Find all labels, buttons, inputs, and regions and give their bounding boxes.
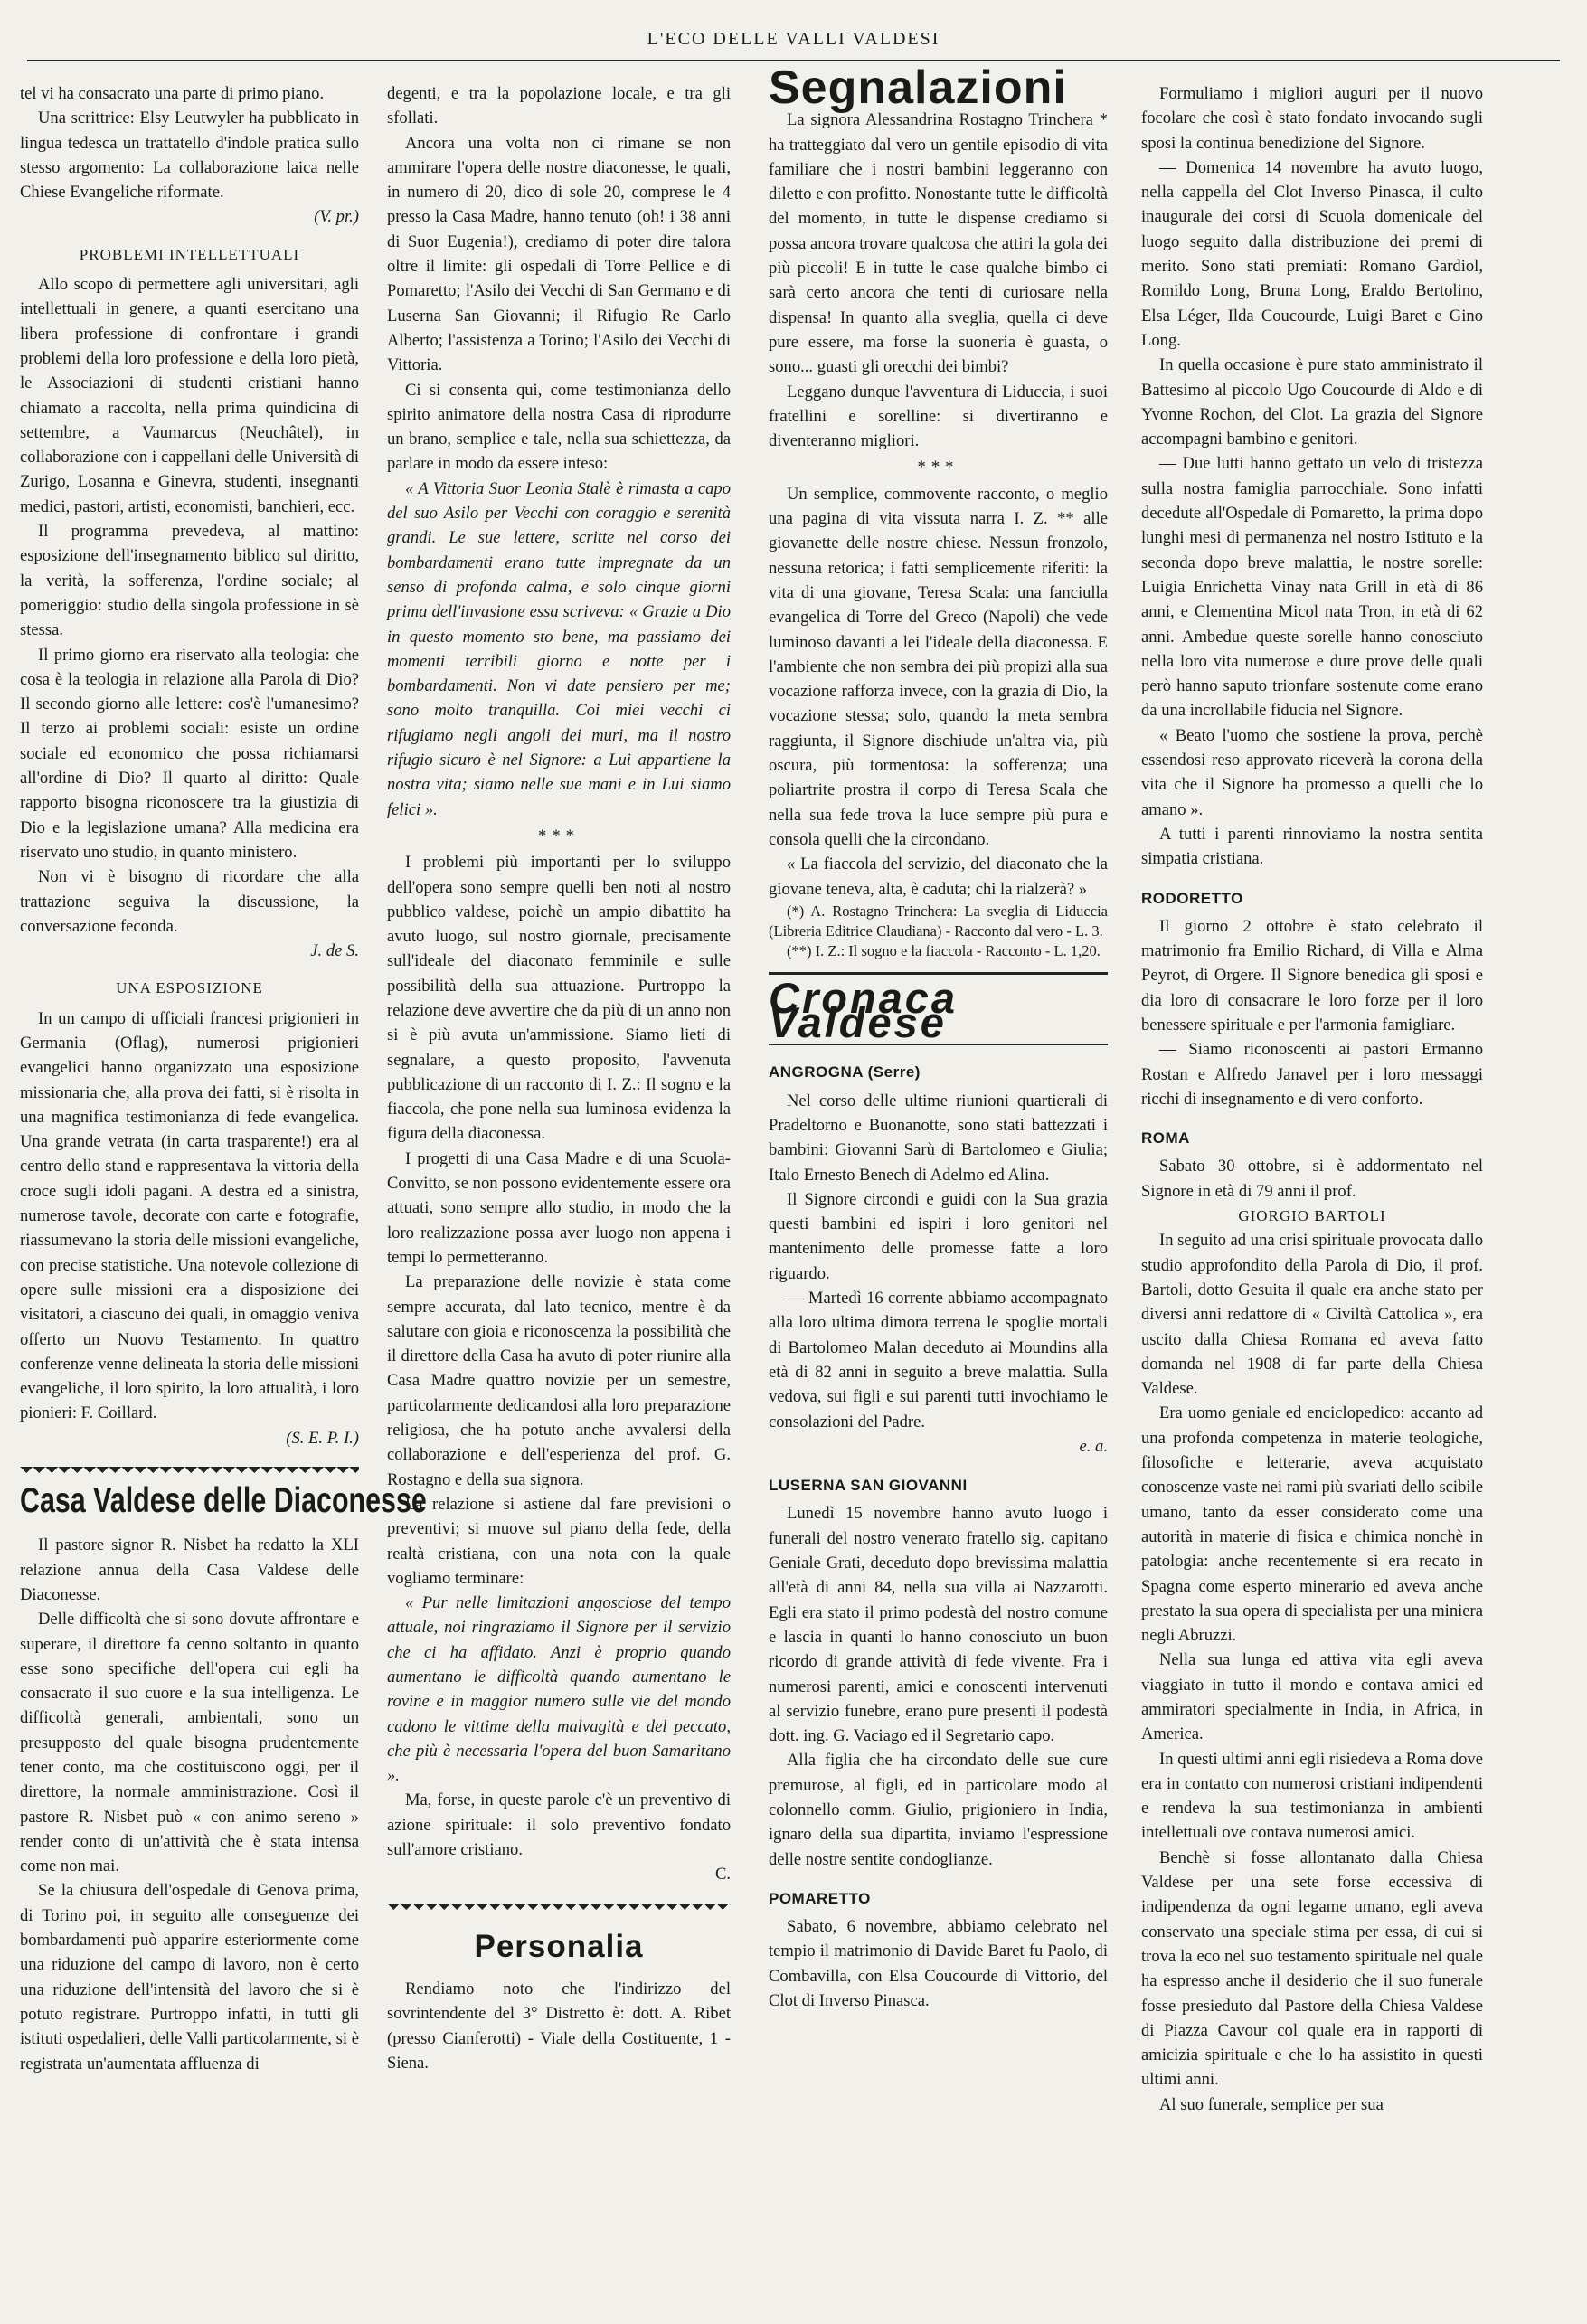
paragraph: degenti, e tra la popolazione locale, e tra gli sfollati. [387,84,731,128]
signature: (S. E. P. I.) [286,1428,359,1448]
paragraph: Nella sua lunga ed attiva vita egli aveva viaggiato in tutto il mondo e contava amici ed ammiratori specialmente in India, in Africa, in America. [1141,1650,1483,1744]
paragraph: Ci si consenta qui, come testimonianza dello spirito animatore della nostra Casa di riprodurre un brano, semplice e tale, nella sua schiettezza, da parlare in modo da essere inteso: [387,380,731,474]
paragraph: Un semplice, commovente racconto, o meglio una pagina di vita vissuta narra I. Z. ** alle giovanette delle nostre chiese. Nessun fronzolo, nessuna retorica; i fatti semplicemente riferiti: la vita di una giovane, Teresa Scala: una fanciulla evangelica di Torre del Greco (Napoli) che vede luminoso davanti a lei l'ideale della diaconessa. E l'ambiente che non sembra dei più propizi alla sua vocazione rafforza invece, con la grazia di Dio, la vocazione stessa; solo, quando la meta sembra raggiunta, il Signore dischiude un'altra via, più oscura, più tormentosa: la sofferenza; una poliartrite prostra il corpo di Teresa Scala che nella sua fede trova la luce sempre più pura e consola quelli che la circondano. [769,484,1108,849]
paragraph: Il primo giorno era riservato alla teologia: che cosa è la teologia in relazione alla Parola di Dio? Il secondo giorno alle lettere: cos'è l'umanesimo? Il terzo ai problemi sociali: esiste un ordine sociale ed economico che possa richiamarsi all'ordine di Dio? Il quarto al diritto: Quale rapporto bisogna riconoscere tra la giustizia di Dio e la legislazione umana? Alla medicina era riservato uno studio, in quanto ministero. [20,645,359,862]
section-heading: PROBLEMI INTELLETTUALI [79,245,300,263]
paragraph: La relazione si astiene dal fare previsioni o preventivi; si muove sul piano della fede, della realtà cristiana, con una nota con la quale vogliamo terminare: [387,1494,731,1588]
paragraph: Non vi è bisogno di ricordare che alla trattazione seguiva la discussione, la conversazione feconda. [20,867,359,936]
column-1 [20,81,427,2076]
article-title: Casa Valdese delle Diaconesse [20,1481,427,1521]
column-4 [1141,81,1483,2117]
signature: e. a. [1079,1436,1108,1456]
place-heading: ANGROGNA (Serre) [769,1063,921,1082]
paragraph: La preparazione delle novizie è stata come sempre accurata, dal lato tecnico, mentre è da salutare con gioia e riconoscenza la possibilità che il direttore della Casa ha avuto di poter riunire alla Casa Madre quattro novizie per un semestre, particolarmente dedicandosi alla loro preparazione religiosa, che ha potuto anche avvalersi della collaborazione e dell'esperienza del prof. G. Rostagno e della sua signora. [387,1272,731,1489]
paragraph: tel vi ha consacrato una parte di primo piano. [20,84,325,103]
footnote: (**) I. Z.: Il sogno e la fiaccola - Racconto - L. 1,20. [787,941,1101,959]
column-2 [387,81,731,2075]
paragraph: « La fiaccola del servizio, del diaconato che la giovane teneva, alta, è caduta; chi la rialzerà? » [769,855,1108,899]
person-name: GIORGIO BARTOLI [1238,1207,1386,1225]
paragraph: Formuliamo i migliori auguri per il nuovo focolare che così è stato fondato invocando sugli sposi la continua benedizione del Signore. [1141,84,1483,153]
paragraph: In seguito ad una crisi spirituale provocata dallo studio approfondito della Parola di Dio, il prof. Bartoli, dotto Gesuita il quale era anche stato per diversi anni redattore di « Civiltà Cattolica », era uscito dalla Chiesa Romana ed aveva fatto domanda nel 1908 di far parte della Chiesa Valdese. [1141,1231,1483,1399]
paragraph: Una scrittrice: Elsy Leutwyler ha pubblicato in lingua tedesca un trattatello d'indole pratica sullo stesso argomento: La collaborazione laica nelle Chiese Evangeliche riformate. [20,109,359,203]
paragraph: Il programma prevedeva, al mattino: esposizione dell'insegnamento biblico sul diritto, la verità, la sofferenza, l'ordine sociale; al pomeriggio: studio della singola professione in sè stessa. [20,522,359,640]
paragraph: La signora Alessandrina Rostagno Trinchera * ha tratteggiato dal vero un gentile episodio di vita familiare che i nostri bambini leggeranno con diletto e con profitto. Nonostante tutte le difficoltà del momento, in tutte le dispense crediamo si possa ancora trovare qualcosa che attiri la gola dei più piccoli! E in tutte le case qualche bimbo ci sarà certo ancora che tenti di curiosare nella dispensa! In quanto alla sveglia, quella ci deve pure essere, ma forse la suoneria è guasta, o sono... guasti gli orecchi dei bimbi? [769,110,1108,377]
masthead: L'ECO DELLE VALLI VALDESI [647,29,940,49]
paragraph: Il Signore circondi e guidi con la Sua grazia questi bambini ed ispiri i loro genitori nel mantenimento delle promesse fatte a loro riguardo. [769,1189,1108,1283]
article-title: Personalia [474,1928,644,1964]
signature: (V. pr.) [314,207,359,227]
paragraph: Al suo funerale, semplice per sua [1159,2094,1384,2114]
separator-stars: *** [538,826,580,846]
paragraph: — Siamo riconoscenti ai pastori Ermanno Rostan e Alfredo Janavel per i loro messaggi ricchi di insegnamento e di vero conforto. [1141,1040,1483,1109]
separator-stars: *** [917,458,959,477]
paragraph: Ma, forse, in queste parole c'è un preventivo di azione spirituale: il solo preventivo fondato sull'amore cristiano. [387,1790,731,1860]
paragraph: Il giorno 2 ottobre è stato celebrato il matrimonio fra Emilio Richard, di Villa e Alma Peyrot, di Orgere. Il Signore benedica gli sposi e dia loro di consacrare le loro forze per il loro benessere spirituale e per l'armonia famigliare. [1141,916,1483,1034]
zigzag-divider [387,1904,731,1916]
place-heading: ROMA [1141,1129,1190,1148]
paragraph: Ancora una volta non ci rimane se non ammirare l'opera delle nostre diaconesse, le quali, in numero di 20, dico di sole 20, comprese le 4 presso la Casa Madre, hanno tenuto (oh! i 38 anni di Suor Eugenia!), crediamo di poter dire talora oltre il limite: gli ospedali di Torre Pellice e di Pomaretto; l'Asilo dei Vecchi di San Germano e di Luserna San Giovanni; il Rifugio Re Carlo Alberto; l'assistenza a Torino; l'Asilo dei Vecchi di Vittoria. [387,133,731,375]
paragraph: Alla figlia che ha circondato delle sue cure premurose, al figli, ed in particolare modo al colonnello comm. Giulio, prigioniero in India, ignaro della sua dipartita, inviamo l'espressione delle nostre sentite condoglianze. [769,1751,1108,1869]
place-heading: LUSERNA SAN GIOVANNI [769,1477,968,1495]
paragraph: Il pastore signor R. Nisbet ha redatto la XLI relazione annua della Casa Valdese delle Diaconesse. [20,1535,359,1604]
paragraph: Sabato, 6 novembre, abbiamo celebrato nel tempio il matrimonio di Davide Baret fu Paolo, di Combavilla, con Elsa Coucourde di Vittorio, del Clot di Inverso Pinasca. [769,1917,1108,2011]
paragraph: Allo scopo di permettere agli universitari, agli intellettuali in genere, a quanti esercitano una libera professione di confrontare i grandi problemi della loro professione e della loro pietà, le Associazioni di studenti cristiani hanno chiamato a raccolta, nella prima quindicina di settembre, a Vaumarcus (Neuchâtel), in collaborazione con i cappellani delle Università di Zurigo, Losanna e Ginevra, studenti, insegnanti medici, pastori, artisti, economisti, banchieri, ecc. [20,275,359,516]
paragraph: In questi ultimi anni egli risiedeva a Roma dove era in contatto con numerosi cristiani indipendenti e rendeva la sua testimonianza in ambienti intellettuali ove contava numerosi amici. [1141,1749,1483,1843]
zigzag-divider [20,1467,359,1479]
paragraph: Rendiamo noto che l'indirizzo del sovrintendente del 3° Distretto è: dott. A. Ribet (presso Cianferotti) - Viale della Costituente, 1 - Siena. [387,1979,731,2073]
paragraph: — Domenica 14 novembre ha avuto luogo, nella cappella del Clot Inverso Pinasca, il culto inaugurale dei corsi di Scuola domenicale del luogo seguito dalla distribuzione dei premi di merito. Sono stati premiati: Romano Gardiol, Romildo Long, Bruna Long, Eraldo Bertolino, Elsa Léger, Ilda Coucourde, Luigi Baret e Gino Long. [1141,157,1483,350]
paragraph: Lunedì 15 novembre hanno avuto luogo i funerali del nostro venerato fratello sig. capitano Geniale Grati, deceduto dopo brevissima malattia all'età di anni 84, nella sua villa ai Nazzarotti. Egli era stato il primo podestà del nostro comune e lascia in quanti lo hanno conosciuto un buon ricordo di grande attività di fede vivente. Fra i numerosi parenti, amici e conoscenti intervenuti al servizio funebre, erano pure presenti il podestà dott. ing. G. Vaciago ed il Segretario capo. [769,1504,1108,1746]
place-heading: RODORETTO [1141,889,1243,907]
paragraph: — Martedì 16 corrente abbiamo accompagnato alla loro ultima dimora terrena le spoglie mortali di Bartolomeo Malan deceduto ai Moundins alla età di 82 anni in seguito a breve malattia. Sulla vedova, sui figli e sui parenti tutti invochiamo le consolazioni del Padre. [769,1289,1108,1431]
paragraph: Benchè si fosse allontanato dalla Chiesa Valdese per una sete forse eccessiva di indipendenza da ogni legame umano, egli aveva conservato una speciale stima per essa, di cui si trova la eco nel suo testamento spirituale nel quale ha espresso anche il desiderio che il suo funerale fosse presieduto dal Pastore della Chiesa Valdese di Piazza Cavour col quale era in rapporti di amicizia spirituale e che lo ha assistito in questi ultimi anni. [1141,1847,1483,2090]
paragraph: I progetti di una Casa Madre e di una Scuola-Convitto, se non possono evidentemente essere ora attuati, sono sempre allo studio, in modo che la loro realizzazione possa aver luogo non appena i tempi lo permetteranno. [387,1148,731,1267]
paragraph: In quella occasione è pure stato amministrato il Battesimo al piccolo Ugo Coucourde di Aldo e di Yvonne Rochon, del Clot. La grazia del Signore accompagni bambino e genitori. [1141,355,1483,449]
column-3 [769,61,1108,2013]
paragraph: Nel corso delle ultime riunioni quartierali di Pradeltorno e Buonanotte, sono stati battezzati i bambini: Giovanni Sarù di Bartolomeo e Giulia; Italo Ernesto Benech di Adelmo ed Alina. [769,1091,1108,1185]
paragraph: Delle difficoltà che si sono dovute affrontare e superare, il direttore fa cenno soltanto in quanto esse sono specifiche dell'opera cui egli ha consacrato il suo cuore e la sua intelligenza. Le difficoltà generali, ambientali, sono un presupposto del quale bisogna prudentemente tener conto, ma che costituiscono oggi, per il direttore, la normale amministrazione. Così il pastore R. Nisbet può « con animo sereno » render conto di un'attività che è stata intensa come non mai. [20,1610,359,1876]
quote: « Beato l'uomo che sostiene la prova, perchè essendosi reso approvato riceverà la corona della vita che il Signore ha promesso a quelli che lo amano ». [1141,725,1483,819]
paragraph: A tutti i parenti rinnoviamo la nostra sentita simpatia cristiana. [1141,824,1483,869]
footnote: (*) A. Rostagno Trinchera: La sveglia di Liduccia (Libreria Editrice Claudiana) - Racconto dal vero - L. 3. [769,902,1108,940]
paragraph: Sabato 30 ottobre, si è addormentato nel Signore in età di 79 anni il prof. [1141,1157,1483,1201]
quote: « A Vittoria Suor Leonia Stalè è rimasta a capo del suo Asilo per Vecchi con coraggio e serenità grandi. Le sue lettere, scritte nel corso dei bombardamenti erano tutte impregnate da un senso di profonda calma, e solo cinque giorni prima dell'invasione essa scriveva: « Grazie a Dio in questo momento sto bene, ma passiamo dei momenti terribili giorno e notte per i bombardamenti. Non vi date pensiero per me; sono molto tranquilla. Coi miei vecchi ci rifugiamo negli angoli dei muri, ma il nostro rifugio sicuro è nel Signore: a Lui appartiene la nostra vita; siamo nelle sue mani e in Lui siamo felici ». [387,478,731,819]
quote: « Pur nelle limitazioni angosciose del tempo attuale, noi ringraziamo il Signore per il servizio che ci ha affidato. Anzi è proprio quando aumentano le difficoltà quando aumentano le rovine e in maggior numero sulle vie del mondo cadono le vittime della malvagità e del peccato, che più è necessaria l'opera del buon Samaritano ». [387,1593,731,1786]
article-title: Segnalazioni [769,61,1067,114]
paragraph: Leggano dunque l'avventura di Liduccia, i suoi fratellini e sorelline: si divertiranno e diventeranno migliori. [769,382,1108,451]
section-heading: UNA ESPOSIZIONE [116,979,263,997]
paragraph: I problemi più importanti per lo sviluppo dell'opera sono sempre quelli ben noti al nostro pubblico valdese, poichè un ampio dibattito ha avuto luogo, sul nostro giornale, precisamente sull'ideale del diaconato femminile e sulle possibilità della sua attuazione. Purtroppo la relazione deve avvertire che da più di un anno non si è più avuta un'ammissione. Siamo lieti di segnalare, a questo proposito, l'avvenuta pubblicazione di un racconto di I. Z.: Il sogno e la fiaccola, che pone nella sua luminosa evidenza la figura della diaconessa. [387,853,731,1144]
paragraph: In un campo di ufficiali francesi prigionieri in Germania (Oflag), numerosi prigionieri evangelici hanno organizzato una esposizione missionaria che, alla prova dei fatti, si è risolta in una magnifica testimonianza di fede evangelica. Una grande vetrata (in carta trasparente!) era al centro dello stand e rappresentava la vittoria della croce sugli idoli pagani. A destra ed a sinistra, numerose tavole, decorate con carte e fotografie, riassumevano la storia delle missioni evangeliche, con precise statistiche. Una notevole collezione di opere sulle missioni era a disposizione dei visitatori, a ciascuno dei quali, in omaggio veniva offerto un Nuovo Testamento. In quattro conferenze venne delineata la storia delle missioni evangeliche, il loro spirito, la loro attualità, i loro pionieri: F. Coillard. [20,1008,359,1423]
signature: J. de S. [310,941,359,961]
article-title: Cronaca Valdese [769,973,959,1047]
paragraph: Se la chiusura dell'ospedale di Genova prima, di Torino poi, in seguito alle conseguenze dei bombardamenti può apparire esteriormente come una riduzione del campo di lavoro, non è certo una riduzione dell'intensità del lavoro che si è potuto registrare. Purtroppo infatti, in tutti gli istituti ospedalieri, delle Valli particolarmente, si è registrata un'aumentata affluenza di [20,1881,359,2074]
place-heading: POMARETTO [769,1889,871,1907]
signature: C. [714,1865,731,1885]
paragraph: Era uomo geniale ed enciclopedico: accanto ad una profonda competenza in materie teologiche, filosofiche e letterarie, aveva acquistato conoscenze vaste nei rami più svariati dello scibile umano, tanto da esser considerato come una autorità in materie di fisica e chimica nonchè in patologia: anche recentemente si era recato in Spagna come esperto minerario ed aveva anche prestato la sua opera di specialista per una miniera negli Abruzzi. [1141,1403,1483,1646]
paragraph: — Due lutti hanno gettato un velo di tristezza sulla nostra famiglia parrocchiale. Sono infatti decedute all'Ospedale di Pomaretto, la prima dopo lunghi mesi di permanenza nel nostro Istituto e la seconda dopo breve malattia, le nostre sorelle: Luigia Enrichetta Vinay nata Grill in età di 86 anni, e Clementina Micol nata Tron, in età di 62 anni. Ambedue queste sorelle hanno conosciuto nella loro vita numerose e dure prove delle quali però hanno saputo trionfare sostenute come erano da una incrollabile fiducia nel Signore. [1141,454,1483,721]
